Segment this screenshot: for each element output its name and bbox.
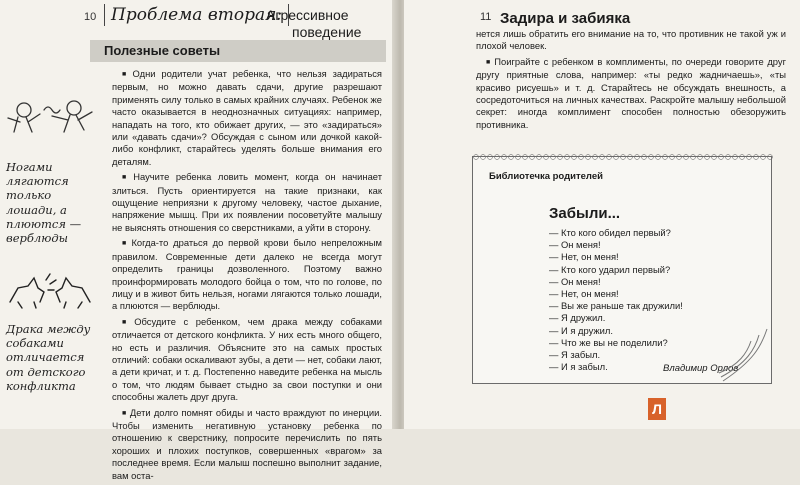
right-page [404, 0, 800, 429]
poem-line: — Вы же раньше так дружили! [549, 300, 683, 312]
poem-line: — Он меня! [549, 239, 601, 251]
spiral-binding-icon [473, 151, 773, 163]
bullet-icon: ■ [486, 58, 492, 66]
right-page-number: 11 [480, 11, 492, 23]
notepad-label: Библиотечка родителей [489, 171, 603, 182]
poem-line: — Он меня! [549, 275, 601, 287]
poem-line: — Кто кого обидел первый? [549, 227, 671, 238]
left-page [0, 0, 396, 481]
kids-fighting-illustration [4, 92, 96, 142]
right-page-title: Задира и забияка [500, 10, 631, 27]
poem-title: Забыли... [549, 205, 621, 222]
chapter-title: Проблема вторая: [104, 4, 289, 26]
left-body-text [112, 68, 382, 485]
poem-line: — Я дружил. [549, 312, 606, 324]
paragraph: ■ Одни родители учат ребенка, что нельзя задираться первым, но можно давать сдачи, другие разрешают применять силу только в самых крайних случаях. Ребенок же часто оказывается в неоднозначных ситуациях: например, нападать на того, кто обижает других, — это «задираться» или «давать сдачи»? Обсуждая с сыном или дочкой какой-либо конфликт, старайтесь уделять больше внимания его деталям. [112, 68, 382, 167]
poem-line: — И я дружил. [549, 324, 613, 336]
bullet-icon: ■ [122, 409, 127, 417]
chapter-subtitle-line1: Агрессивное [266, 7, 349, 23]
paragraph: ■ Научите ребенка ловить момент, когда он начинает злиться. Пусть ориентируется на такие признаки, как ощущение неприязни к другому человеку, частое дыхание, напряжение мышц. При их появлении посоветуйте малышу не выяснять отношения со сверстниками, а уйти в сторону. [112, 171, 382, 233]
bullet-icon: ■ [122, 240, 129, 248]
poem-line: — Нет, он меня! [549, 288, 619, 300]
chapter-subtitle-line2: поведение [292, 24, 362, 40]
poem-lines [549, 227, 683, 373]
paragraph: ■ Обсудите с ребенком, чем драка между собаками отличается от детского конфликта. У них есть много общего, но есть и различия. Объясните это на самых простых отличий: собаки оскаливают зубы, а дети — нет, собаки лают, а дети кричат, и т. д. Постепенно наведите ребенка на мысль о том, что людям бывает стыдно за свои поступки и они способны жалеть друг друга. [112, 315, 382, 403]
section-heading: Полезные советы [90, 40, 386, 62]
bullet-icon: ■ [122, 71, 130, 78]
poem-line: — Что же вы не поделили? [549, 336, 668, 348]
poem-line: — Нет, он меня! [549, 251, 619, 263]
right-body-text [476, 28, 786, 134]
notepad-box [472, 156, 772, 384]
poem-author: Владимир Орлов [663, 363, 739, 374]
margin-note-dogs: Драка между собаками отличается от детского конфликта [6, 322, 91, 393]
left-running-header [84, 4, 396, 40]
poem-line: — Кто кого ударил первый? [549, 263, 671, 275]
poem-line: — И я забыл. [549, 361, 608, 373]
dogs-fighting-illustration [4, 268, 96, 314]
paragraph: нется лишь обратить его внимание на то, что противник не такой уж и плохой человек. [476, 28, 786, 52]
publisher-logo: Л [648, 398, 666, 420]
poem-line: — Я забыл. [549, 349, 601, 361]
paragraph: ■ Дети долго помнят обиды и часто враждуют по инерции. Чтобы изменить негативную установку ребенка по отношению к сверстнику, попросите перечислить по пять хороших и плохих поступков, совершенных «врагом» за последнее время. Если малыш поспешно выполнит задание, вам оста- [112, 406, 382, 481]
left-page-number: 10 [84, 11, 97, 23]
bullet-icon: ■ [122, 318, 132, 326]
paragraph: ■ Когда-то драться до первой крови было непреложным правилом. Современные дети далеко не всегда могут определить границы дозволенного. Поэтому важно проинформировать молодого бойца о том, что по голове, по лицу и в живот бить нельзя, ногами лягаются только лошади, а плюются — верблюды. [112, 237, 382, 312]
page-curl-icon [717, 327, 771, 383]
margin-note-horses: Ногами лягаются только лошади, а плюются — верблюды [6, 160, 82, 246]
paragraph: ■ Поиграйте с ребенком в комплименты, по очереди говорите друг другу приятные слова, например: «ты редко жадничаешь», «ты красиво рисуешь» и т. д. Старайтесь не обсуждать внешность, а сосредоточиться на личных качествах. Раскройте малышу небольшой секрет: иногда комплимент способен полностью обезоружить противника. [476, 55, 787, 130]
bullet-icon: ■ [122, 174, 131, 182]
